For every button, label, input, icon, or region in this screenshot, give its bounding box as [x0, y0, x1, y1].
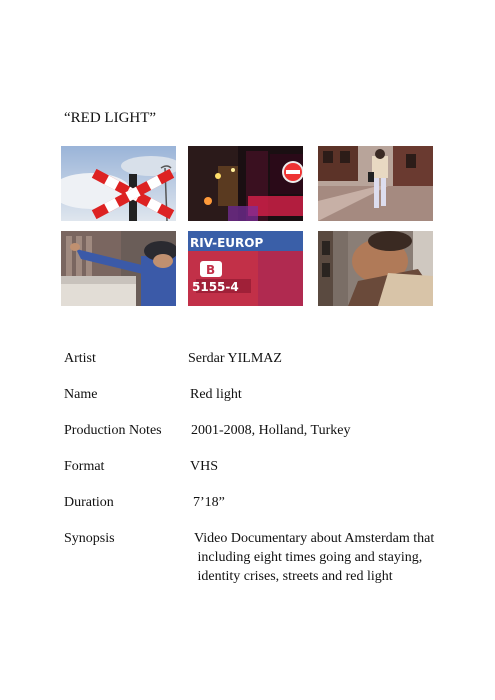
detail-label: Name [64, 387, 98, 402]
detail-value: VHS [190, 459, 219, 474]
detail-label: Synopsis [64, 531, 115, 546]
train-sign-text: RIV-EUROP [190, 236, 264, 250]
crossing-sign-image [61, 146, 176, 221]
detail-label: Duration [64, 495, 114, 510]
detail-value: 2001-2008, Holland, Turkey [191, 423, 351, 438]
synopsis-line: Video Documentary about Amsterdam that [194, 531, 435, 546]
train-sign-badge: B [206, 263, 216, 277]
train-sign-number: 5155-4 [192, 280, 239, 294]
synopsis-line: identity crises, streets and red light [194, 569, 393, 584]
detail-value: 7’18” [193, 495, 225, 510]
train-car-image [188, 231, 303, 306]
document-title: “RED LIGHT” [64, 110, 157, 126]
detail-label: Format [64, 459, 105, 474]
synopsis-line: including eight times going and staying, [194, 550, 423, 565]
man-portrait-image [318, 231, 433, 306]
neon-sign-image [188, 146, 303, 221]
detail-label: Artist [64, 351, 96, 366]
walking-woman-image [318, 146, 433, 221]
detail-value: Serdar YILMAZ [188, 351, 282, 366]
detail-value: Red light [190, 387, 242, 402]
detail-label: Production Notes [64, 423, 162, 438]
man-leaning-image [61, 231, 176, 306]
